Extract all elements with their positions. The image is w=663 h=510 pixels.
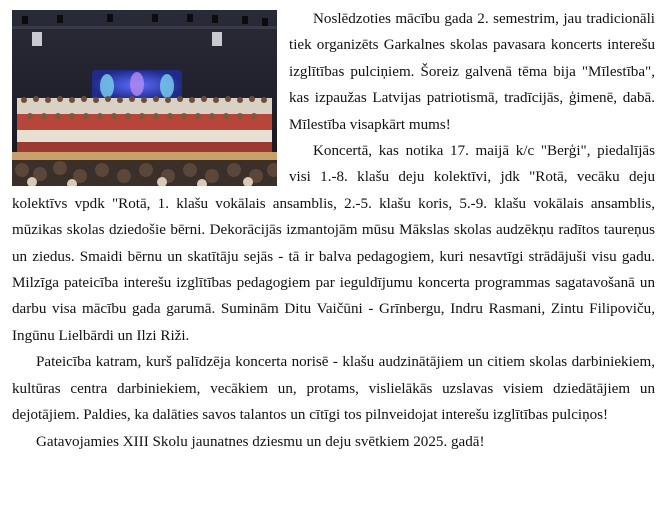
- paragraph-intro: Noslēdzoties mācību gada 2. semestrim, jau tradicionāli tiek organizēts Garkalnes skolas pavasara koncerts interešu izglītības pulciņiem. Šoreiz galvenā tēma bija "Mīlestība", kas izpaužas Latvijas patriotismā, tradīcijās, ģimenē, dabā. Mīlestība visapkārt mums!: [289, 11, 655, 133]
- paragraph-thanks: Pateicība katram, kurš palīdzēja koncerta norisē - klašu audzinātājiem un citiem skolas darbiniekiem, kultūras centra darbiniekiem, vecākiem un, protams, vislielākās uzslavas visiem dziedātājiem un dejotājiem. Paldies, ka dalāties savos talantos un cītīgi tos pilnveidojat interešu izglītības pulciņos!: [12, 354, 655, 424]
- article: [12, 6, 655, 455]
- concert-photo: [12, 10, 277, 186]
- paragraph-concert: Koncertā, kas notika 17. maijā k/c "Berģi", piedalījās visi 1.-8. klašu deju kolektīvi, jdk "Rotā, vecāku deju kolektīvs vpdk "Rotā, 1. klašu vokālais ansamblis, 2.-5. klašu koris, 5.-9. klašu vokālais ansamblis, mūzikas skolas dziedošie bērni. Dekorācijās izmantojām mūsu Mākslas skolas audzēkņu radītos taureņus un ziedus. Smaidi bērnu un skatītāju sejās - tā ir balva pedagogiem, kuri nesavtīgi strādājuši visu gadu. Milzīga pateicība interešu izglītības pedagogiem par ieguldījumu koncerta programmas sagatavošanā un darbu visa mācību gada garumā. Suminām Ditu Vaičūni - Grīnbergu, Indru Rasmani, Zintu Filipoviču, Ingūnu Lielbārdi un Ilzi Riži.: [12, 143, 655, 344]
- paragraph-closing: Gatavojamies XIII Skolu jaunatnes dziesmu un deju svētkiem 2025. gadā!: [36, 433, 485, 450]
- concert-photo-illustration: [12, 10, 277, 186]
